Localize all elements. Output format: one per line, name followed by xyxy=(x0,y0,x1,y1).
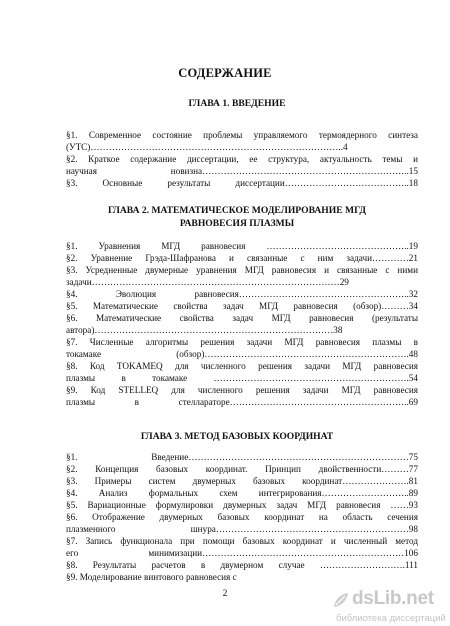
toc-line: §6. Математические свойства задач МГД равновесия (результаты xyxy=(66,313,418,323)
toc-line: §5. Математические свойства задач МГД равновесия (обзор)………34 xyxy=(66,301,418,311)
toc-line: §5. Вариационные формулировки двумерных задач МГД равновесия ……93 xyxy=(66,500,418,510)
toc-line: §1. Уравнения МГД равновесия ………………………………………..19 xyxy=(66,241,418,251)
toc-line: задачи………………………………………………………………………29 xyxy=(66,277,349,287)
toc-line: плазмы в стеллараторе…………………………………………………..69 xyxy=(66,397,418,407)
page-title: СОДЕРЖАНИЕ xyxy=(178,66,272,80)
page-number: 2 xyxy=(222,589,228,599)
toc-line: §9. Моделирование винтового равновесия с xyxy=(66,572,237,582)
toc-line: §4. Эволюция равновесия………………………………………………..32 xyxy=(66,289,418,299)
toc-line: §9. Код STELLEQ для численного решения задачи МГД равновесия xyxy=(66,385,418,395)
watermark xyxy=(332,588,450,626)
toc-line: плазменного шнура………………………………………………………98 xyxy=(66,524,418,534)
toc-line: токамаке (обзор)………………………………………………………….48 xyxy=(66,349,418,359)
toc-line: §6. Отображение двумерных базовых координат на область сечения xyxy=(66,512,418,522)
toc-line: §7. Запись функционала при помощи базовых координат и численный метод xyxy=(66,536,418,546)
toc-line: §7. Численные алгоритмы решения задачи МГД равновесия плазмы в xyxy=(66,337,418,347)
toc-line: §3. Примеры систем двумерных базовых координат………………….81 xyxy=(66,476,418,486)
toc-line: плазмы в токамаке ……………………………………………………….54 xyxy=(66,373,418,383)
watermark-name: dsLib.net xyxy=(352,588,434,609)
toc-line: его минимизации…………………………………………………………106 xyxy=(66,548,418,558)
toc-line: §8. Код TOKAMEQ для численного решения задачи МГД равновесия xyxy=(66,361,418,371)
toc-line: автора)……………………………………………………………………38 xyxy=(66,325,343,335)
toc-line: §3. Усредненные двумерные уравнения МГД равновесия и связанные с ними xyxy=(66,265,418,275)
toc-line: (УТС)………………………………………………………………………..4 xyxy=(66,142,348,152)
toc-line: §4. Анализ формальных схем интегрирования………………………..89 xyxy=(66,488,418,498)
chapter-1-heading: ГЛАВА 1. ВВЕДЕНИЕ xyxy=(188,98,286,109)
dslib-logo-icon xyxy=(332,591,350,609)
watermark-subtitle: библиотека диссертаций xyxy=(336,613,446,624)
toc-line: §3. Основные результаты диссертации…………………………………..18 xyxy=(66,178,418,188)
toc-line: §2. Концепция базовых координат. Принцип двойственности………77 xyxy=(66,464,418,474)
toc-line: §1. Введение………………………………………………………………75 xyxy=(66,452,418,462)
chapter-2-heading-line2: РАВНОВЕСИЯ ПЛАЗМЫ xyxy=(179,218,295,229)
chapter-2-heading: ГЛАВА 2. МАТЕМАТИЧЕСКОЕ МОДЕЛИРОВАНИЕ МГД xyxy=(108,205,366,216)
chapter-3-heading: ГЛАВА 3. МЕТОД БАЗОВЫХ КООРДИНАТ xyxy=(140,431,334,442)
toc-line: §2. Краткое содержание диссертации, ее структура, актуальность темы и xyxy=(66,154,418,164)
toc-line: §1. Современное состояние проблемы управляемого термоядерного синтеза xyxy=(66,130,418,140)
toc-line: научная новизна…………………………………………………………..15 xyxy=(66,166,418,176)
toc-line: §8. Результаты расчетов в двумерном случае ……………………….111 xyxy=(66,560,418,570)
toc-line: §2. Уравнение Грэда-Шафранова и связанные с ним задачи…………21 xyxy=(66,253,418,263)
